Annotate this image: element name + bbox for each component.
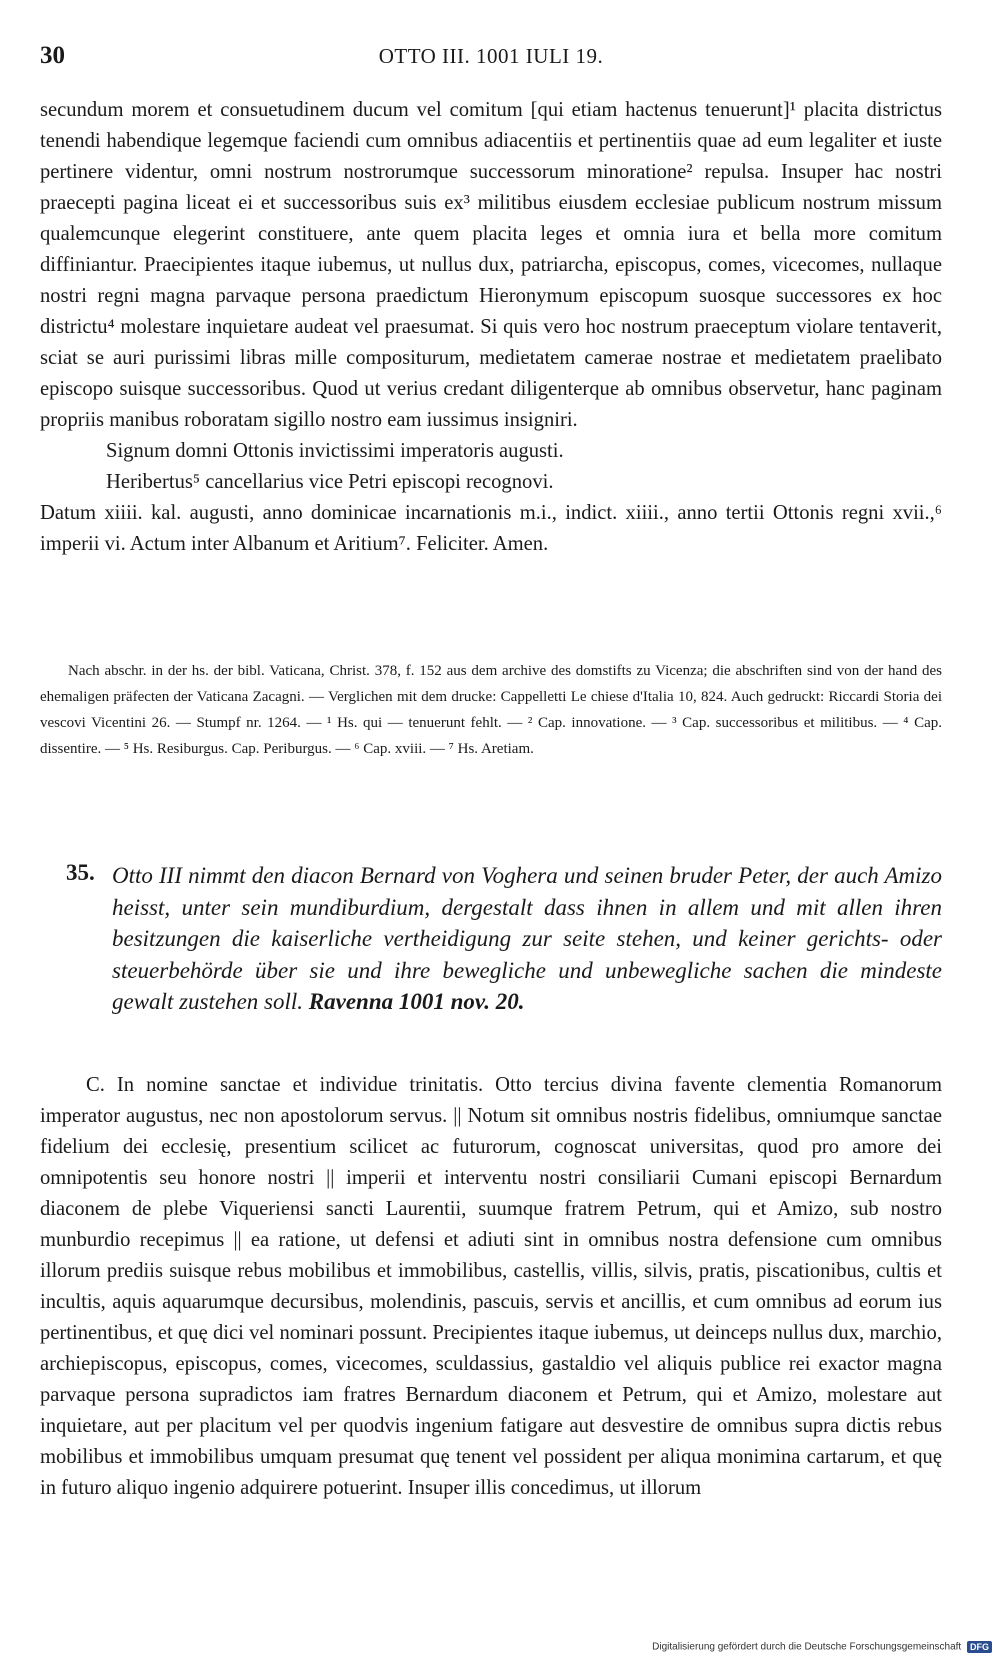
charter-34-paragraph: secundum morem et consuetudinem ducum vel comitum [qui etiam hactenus tenuerunt]¹ placita districtus tenendi habendique legemque faciendi cum omnibus adiacentiis et pertinentiis quae ad eum legaliter et iuste pertinere videntur, omni nostrum nostrorumque successorum minoratione² repulsa. Insuper hac nostri praecepti pagina liceat ei et successoribus suis ex³ militibus eiusdem ecclesiae publicum nostrum missum qualemcunque elegerint constituere, ante quem placita leges et omnia iura et bella more comitum diffiniantur. Praecipientes itaque iubemus, ut nullus dux, patriarcha, episcopus, comes, vicecomes, nullaque nostri regni magna parvaque persona praedictum Hieronymum episcopum suosque successores ex hoc districtu⁴ molestare inquietare audeat vel praesumat. Si quis vero hoc nostrum praeceptum violare tentaverit, sciat se auri purissimi libras mille compositurum, medietatem camerae nostrae et medietatem praelibato episcopo suisque successoribus. Quod ut verius credant diligenterque ab omnibus observetur, hanc paginam propriis manibus roboratam sigillo nostro eam iussimus insigniri. [40,99,942,431]
regest-place-date: Ravenna 1001 nov. 20. [308,989,525,1014]
signum-line: Signum domni Ottonis invictissimi imperatoris augusti. [106,440,564,462]
dfg-logo: DFG [967,1641,992,1653]
charter-35-text [40,1070,942,1504]
datum-line: Datum xiiii. kal. augusti, anno dominicae incarnationis m.i., indict. xiiii., anno tertii Ottonis regni xvii.,⁶ imperii vi. Actum inter Albanum et Aritium⁷. Feliciter. Amen. [40,502,942,555]
charter-34-conclusion [40,95,942,560]
digitization-footer [652,1641,992,1653]
document-number: 35. [66,860,95,885]
regest-35 [40,860,942,1018]
regest-text: Otto III nimmt den diacon Bernard von Voghera und seinen bruder Peter, der auch Amizo heisst, unter sein mundiburdium, dergestalt dass ihnen in allem und mit allen ihren besitzungen die kaiserliche vertheidigung zur seite stehen, und keiner gerichts- oder steuerbehörde über sie und ihre bewegliche und unbewegliche sachen die mindeste gewalt zustehen soll. [112,863,942,1014]
running-title: OTTO III. 1001 IULI 19. [378,44,604,68]
regest-summary [112,860,942,1018]
digitization-credit: Digitalisierung gefördert durch die Deutsche Forschungsgemeinschaft [652,1641,962,1653]
page-number: 30 [40,42,65,69]
page-header [40,42,942,72]
recognition-line: Heribertus⁵ cancellarius vice Petri episcopi recognovi. [106,471,554,493]
charter-35-paragraph: C. In nomine sanctae et individue trinitatis. Otto tercius divina favente clementia Romanorum imperator augustus, nec non apostolorum servus. || Notum sit omnibus nostris fidelibus, omniumque sanctae fidelium dei ecclesię, presentium scilicet ac futurorum, cognoscat universitas, quod pro amore dei omnipotentis seu honore nostri || imperii et interventu nostri consiliarii Cumani episcopi Bernardum diaconem de plebe Viqueriensi sancti Laurentii, suumque fratrem Petrum, qui et Amizo, sub nostro munburdio recepimus || ea ratione, ut defensi et adiuti sint in omnibus nostra defensione cum omnibus illorum prediis suisque rebus mobilibus et immobilibus, castellis, villis, silvis, pratis, piscationibus, cultis et incultis, aquis aquarumque decursibus, molendinis, pascuis, servis et ancillis, et cum omnibus ad eorum ius pertinentibus, et quę dici vel nominari possunt. Precipientes itaque iubemus, ut deinceps nullus dux, marchio, archiepiscopus, episcopus, comes, vicecomes, sculdassius, gastaldio vel aliquis publice rei exactor magna parvaque persona supradictos iam fratres Bernardum diaconem et Petrum, qui et Amizo, molestare aut inquietare, aut per placitum vel per quodvis ingenium fatigare aut desvestire de omnibus supra dictis rebus mobilibus et immobilibus umquam presumat quę tenent vel possident per aliqua monimina cartarum, et quę in futuro aliquo ingenio adquirere potuerint. Insuper illis concedimus, ut illorum [40,1074,942,1499]
source-notes [40,658,942,762]
notes-paragraph: Nach abschr. in der hs. der bibl. Vaticana, Christ. 378, f. 152 aus dem archive des domstifts zu Vicenza; die abschriften sind von der hand des ehemaligen präfecten der Vaticana Zacagni. — Verglichen mit dem drucke: Cappelletti Le chiese d'Italia 10, 824. Auch gedruckt: Riccardi Storia dei vescovi Vicentini 26. — Stumpf nr. 1264. — ¹ Hs. qui — tenuerunt fehlt. — ² Cap. innovatione. — ³ Cap. successoribus et militibus. — ⁴ Cap. dissentire. — ⁵ Hs. Resiburgus. Cap. Periburgus. — ⁶ Cap. xviii. — ⁷ Hs. Aretiam. [40,663,942,757]
